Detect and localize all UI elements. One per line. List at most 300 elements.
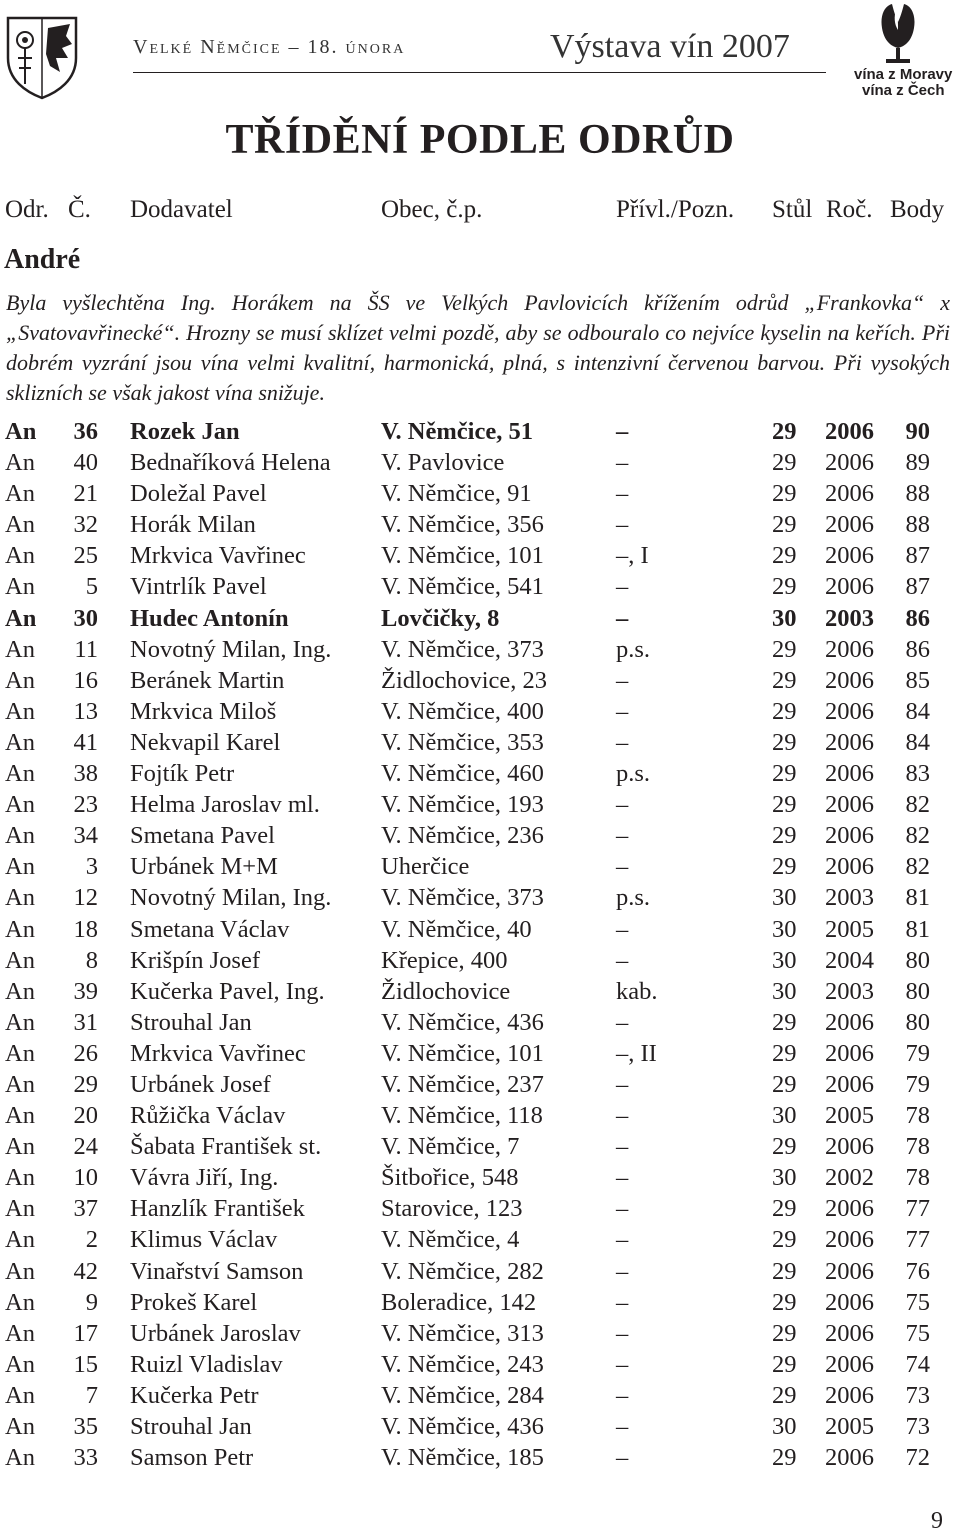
col-odr: Odr. — [5, 196, 49, 223]
cell-body: 73 — [905, 1381, 930, 1409]
table-row — [0, 542, 960, 573]
cell-dodavatel: Strouhal Jan — [130, 1413, 252, 1440]
cell-body: 80 — [905, 977, 930, 1005]
table-row — [0, 573, 960, 604]
cell-body: 86 — [905, 635, 930, 663]
cell-dodavatel: Kučerka Petr — [130, 1381, 259, 1409]
cell-number: 20 — [73, 1102, 98, 1130]
cell-obec: V. Němčice, 356 — [381, 511, 544, 539]
table-row — [0, 480, 960, 511]
table-row — [0, 947, 960, 978]
cell-odr: An — [5, 1070, 35, 1098]
cell-roc: 2006 — [825, 1133, 874, 1161]
cell-privl: – — [616, 1164, 629, 1192]
table-row — [0, 1071, 960, 1102]
table-row — [0, 1133, 960, 1164]
cell-odr: An — [5, 418, 37, 445]
cell-obec: V. Němčice, 353 — [381, 728, 544, 756]
cell-odr: An — [5, 542, 35, 570]
cell-body: 79 — [905, 1039, 930, 1067]
cell-privl: –, II — [616, 1039, 657, 1067]
cell-body: 78 — [905, 1164, 930, 1192]
cell-dodavatel: Urbánek M+M — [130, 853, 278, 881]
cell-privl: – — [616, 511, 629, 539]
cell-dodavatel: Klimus Václav — [130, 1226, 278, 1254]
cell-stul: 29 — [772, 853, 797, 881]
cell-roc: 2006 — [825, 1350, 874, 1378]
cell-stul: 29 — [772, 1008, 797, 1036]
cell-dodavatel: Doležal Pavel — [130, 480, 267, 508]
cell-odr: An — [5, 791, 35, 819]
cell-roc: 2006 — [825, 697, 874, 725]
cell-body: 84 — [905, 697, 930, 725]
cell-stul: 29 — [772, 573, 797, 601]
cell-odr: An — [5, 1102, 35, 1130]
cell-obec: V. Němčice, 51 — [381, 418, 533, 445]
cell-dodavatel: Nekvapil Karel — [130, 728, 281, 756]
cell-stul: 29 — [772, 697, 797, 725]
cell-body: 78 — [905, 1102, 930, 1130]
table-row — [0, 1102, 960, 1133]
cell-number: 40 — [73, 449, 98, 477]
cell-privl: – — [616, 1226, 629, 1254]
table-row — [0, 636, 960, 667]
table-row — [0, 418, 960, 449]
cell-roc: 2005 — [825, 915, 874, 943]
cell-number: 38 — [73, 760, 98, 788]
cell-roc: 2006 — [825, 418, 874, 445]
results-table — [0, 418, 960, 1475]
cell-dodavatel: Beránek Martin — [130, 666, 285, 694]
table-row — [0, 1226, 960, 1257]
cell-body: 74 — [905, 1350, 930, 1378]
cell-stul: 29 — [772, 760, 797, 788]
cell-privl: – — [616, 791, 629, 819]
cell-odr: An — [5, 1350, 35, 1378]
cell-odr: An — [5, 573, 35, 601]
cell-obec: V. Němčice, 185 — [381, 1444, 544, 1472]
cell-obec: V. Němčice, 7 — [381, 1133, 520, 1161]
cell-privl: – — [616, 1444, 629, 1472]
cell-dodavatel: Prokeš Karel — [130, 1288, 258, 1316]
cell-dodavatel: Vinařství Samson — [130, 1257, 304, 1285]
cell-privl: – — [616, 1257, 629, 1285]
column-header-row — [0, 196, 960, 230]
cell-obec: Uherčice — [381, 853, 470, 881]
cell-obec: V. Pavlovice — [381, 449, 505, 477]
cell-stul: 29 — [772, 449, 797, 477]
cell-roc: 2006 — [825, 511, 874, 539]
cell-obec: Židlochovice, 23 — [381, 666, 548, 694]
cell-privl: – — [616, 604, 629, 632]
cell-stul: 30 — [772, 977, 797, 1005]
cell-body: 81 — [905, 884, 930, 912]
cell-body: 85 — [905, 666, 930, 694]
cell-stul: 29 — [772, 822, 797, 850]
table-row — [0, 1289, 960, 1320]
cell-odr: An — [5, 1319, 35, 1347]
cell-stul: 29 — [772, 1133, 797, 1161]
cell-stul: 29 — [772, 542, 797, 570]
cell-obec: V. Němčice, 460 — [381, 760, 544, 788]
col-stul: Stůl — [772, 196, 813, 223]
cell-number: 30 — [73, 604, 98, 632]
cell-dodavatel: Urbánek Josef — [130, 1070, 271, 1098]
cell-roc: 2006 — [825, 1288, 874, 1316]
cell-privl: – — [616, 573, 629, 601]
cell-odr: An — [5, 1288, 35, 1316]
cell-privl: – — [616, 480, 629, 508]
cell-stul: 29 — [772, 1381, 797, 1409]
cell-roc: 2006 — [825, 480, 874, 508]
cell-obec: V. Němčice, 118 — [381, 1102, 543, 1130]
cell-body: 73 — [905, 1413, 930, 1440]
cell-number: 12 — [73, 884, 98, 912]
cell-privl: – — [616, 1102, 629, 1130]
cell-body: 88 — [905, 480, 930, 508]
cell-roc: 2006 — [825, 666, 874, 694]
cell-dodavatel: Kučerka Pavel, Ing. — [130, 977, 325, 1005]
cell-body: 82 — [905, 791, 930, 819]
cell-stul: 30 — [772, 1102, 797, 1130]
cell-number: 18 — [73, 915, 98, 943]
cell-body: 89 — [905, 449, 930, 477]
cell-roc: 2006 — [825, 1226, 874, 1254]
cell-number: 25 — [73, 542, 98, 570]
cell-obec: V. Němčice, 237 — [381, 1070, 544, 1098]
cell-odr: An — [5, 697, 35, 725]
table-row — [0, 1258, 960, 1289]
cell-body: 75 — [905, 1319, 930, 1347]
cell-body: 80 — [905, 946, 930, 974]
cell-body: 77 — [905, 1195, 930, 1223]
cell-dodavatel: Helma Jaroslav ml. — [130, 791, 320, 819]
cell-obec: V. Němčice, 4 — [381, 1226, 520, 1254]
table-row — [0, 791, 960, 822]
cell-privl: – — [616, 697, 629, 725]
cell-stul: 29 — [772, 666, 797, 694]
variety-description: Byla vyšlechtěna Ing. Horákem na ŠS ve Velkých Pavlovicích křížením odrůd „Frankovka“ x „Svatovavřinecké“. Hrozny se musí sklízet velmi pozdě, aby se odbouralo co nejvíce kyselin na keřích. Při dobrém vyzrání jsou vína velmi kvalitní, harmonická, plná, s intenzivní červenou barvou. Při vysokých sklizních se však jakost vína snižuje. — [6, 290, 950, 405]
cell-stul: 29 — [772, 1444, 797, 1472]
cell-body: 76 — [905, 1257, 930, 1285]
cell-number: 42 — [73, 1257, 98, 1285]
cell-odr: An — [5, 1226, 35, 1254]
cell-privl: – — [616, 1319, 629, 1347]
cell-number: 35 — [73, 1413, 98, 1440]
cell-body: 86 — [905, 604, 930, 632]
cell-odr: An — [5, 977, 35, 1005]
cell-roc: 2006 — [825, 1008, 874, 1036]
cell-body: 90 — [905, 418, 930, 445]
cell-obec: V. Němčice, 91 — [381, 480, 532, 508]
cell-odr: An — [5, 1164, 35, 1192]
cell-odr: An — [5, 1133, 35, 1161]
cell-body: 81 — [905, 915, 930, 943]
cell-obec: V. Němčice, 373 — [381, 635, 544, 663]
logo-text-bohemia: vína z Čech — [862, 82, 945, 99]
cell-number: 33 — [73, 1444, 98, 1472]
cell-stul: 30 — [772, 884, 797, 912]
page-title: TŘÍDĚNÍ PODLE ODRŮD — [225, 117, 735, 163]
cell-roc: 2006 — [825, 1319, 874, 1347]
header-divider — [133, 72, 826, 73]
cell-privl: – — [616, 1381, 629, 1409]
cell-number: 29 — [73, 1070, 98, 1098]
col-privl: Přívl./Pozn. — [616, 196, 735, 223]
cell-dodavatel: Smetana Pavel — [130, 822, 275, 850]
cell-stul: 29 — [772, 1039, 797, 1067]
cell-obec: V. Němčice, 373 — [381, 884, 544, 912]
cell-odr: An — [5, 946, 35, 974]
cell-body: 77 — [905, 1226, 930, 1254]
cell-stul: 30 — [772, 604, 797, 632]
cell-roc: 2006 — [825, 1070, 874, 1098]
cell-stul: 30 — [772, 946, 797, 974]
cell-dodavatel: Urbánek Jaroslav — [130, 1319, 301, 1347]
cell-dodavatel: Krišpín Josef — [130, 946, 260, 974]
table-row — [0, 1320, 960, 1351]
cell-obec: V. Němčice, 284 — [381, 1381, 544, 1409]
cell-privl: – — [616, 1008, 629, 1036]
cell-dodavatel: Novotný Milan, Ing. — [130, 635, 332, 663]
cell-roc: 2006 — [825, 449, 874, 477]
table-row — [0, 760, 960, 791]
cell-stul: 29 — [772, 635, 797, 663]
cell-privl: – — [616, 1288, 629, 1316]
cell-roc: 2006 — [825, 822, 874, 850]
table-row — [0, 1351, 960, 1382]
cell-privl: kab. — [616, 977, 658, 1005]
logo-text-moravia: vína z Moravy — [854, 66, 953, 83]
table-row — [0, 449, 960, 480]
page-number: 9 — [931, 1508, 943, 1534]
cell-number: 11 — [74, 635, 98, 663]
cell-privl: – — [616, 1070, 629, 1098]
cell-roc: 2004 — [825, 946, 874, 974]
cell-stul: 29 — [772, 728, 797, 756]
table-row — [0, 511, 960, 542]
cell-number: 3 — [85, 853, 98, 881]
cell-number: 13 — [73, 697, 98, 725]
col-c: Č. — [68, 196, 91, 223]
cell-dodavatel: Mrkvica Vavřinec — [130, 542, 306, 570]
cell-dodavatel: Samson Petr — [130, 1444, 254, 1472]
cell-roc: 2006 — [825, 791, 874, 819]
cell-dodavatel: Bednaříková Helena — [130, 449, 331, 477]
cell-stul: 29 — [772, 1288, 797, 1316]
cell-stul: 29 — [772, 1070, 797, 1098]
cell-privl: – — [616, 418, 629, 445]
cell-dodavatel: Rozek Jan — [130, 418, 240, 445]
cell-odr: An — [5, 604, 37, 632]
cell-odr: An — [5, 449, 35, 477]
table-row — [0, 1413, 960, 1444]
wine-logo — [836, 0, 960, 104]
table-row — [0, 729, 960, 760]
cell-privl: – — [616, 915, 629, 943]
cell-number: 16 — [73, 666, 98, 694]
cell-odr: An — [5, 1381, 35, 1409]
cell-privl: – — [616, 1350, 629, 1378]
cell-privl: – — [616, 728, 629, 756]
table-row — [0, 1382, 960, 1413]
cell-obec: Boleradice, 142 — [381, 1288, 537, 1316]
cell-dodavatel: Horák Milan — [130, 511, 256, 539]
cell-odr: An — [5, 728, 35, 756]
cell-privl: – — [616, 666, 629, 694]
cell-odr: An — [5, 480, 35, 508]
cell-roc: 2006 — [825, 1195, 874, 1223]
cell-body: 75 — [905, 1288, 930, 1316]
cell-number: 34 — [73, 822, 98, 850]
cell-number: 10 — [73, 1164, 98, 1192]
cell-roc: 2003 — [825, 977, 874, 1005]
cell-number: 23 — [73, 791, 98, 819]
cell-obec: V. Němčice, 101 — [381, 1039, 544, 1067]
cell-roc: 2002 — [825, 1164, 874, 1192]
cell-obec: Šitbořice, 548 — [381, 1164, 519, 1192]
cell-number: 37 — [73, 1195, 98, 1223]
cell-roc: 2006 — [825, 760, 874, 788]
cell-number: 41 — [73, 728, 98, 756]
cell-privl: –, I — [616, 542, 649, 570]
cell-body: 82 — [905, 822, 930, 850]
cell-stul: 29 — [772, 480, 797, 508]
cell-dodavatel: Šabata František st. — [130, 1133, 322, 1161]
cell-roc: 2006 — [825, 1381, 874, 1409]
cell-odr: An — [5, 1039, 35, 1067]
cell-stul: 30 — [772, 915, 797, 943]
table-row — [0, 1164, 960, 1195]
cell-stul: 29 — [772, 1319, 797, 1347]
cell-body: 87 — [905, 542, 930, 570]
cell-number: 8 — [85, 946, 98, 974]
cell-privl: p.s. — [616, 884, 651, 912]
wine-glass-icon — [836, 0, 960, 70]
cell-number: 31 — [73, 1008, 98, 1036]
cell-dodavatel: Vintrlík Pavel — [130, 573, 267, 601]
cell-odr: An — [5, 1444, 35, 1472]
cell-number: 39 — [73, 977, 98, 1005]
cell-stul: 29 — [772, 1195, 797, 1223]
cell-dodavatel: Vávra Jiří, Ing. — [130, 1164, 279, 1192]
cell-body: 82 — [905, 853, 930, 881]
col-roc: Roč. — [826, 196, 873, 223]
cell-body: 88 — [905, 511, 930, 539]
cell-privl: p.s. — [616, 760, 651, 788]
cell-number: 24 — [73, 1133, 98, 1161]
table-row — [0, 1444, 960, 1475]
cell-number: 36 — [73, 418, 98, 445]
cell-roc: 2006 — [825, 853, 874, 881]
cell-privl: – — [616, 1195, 629, 1223]
cell-roc: 2006 — [825, 728, 874, 756]
cell-stul: 29 — [772, 418, 797, 445]
col-obec: Obec, č.p. — [381, 196, 483, 223]
cell-body: 83 — [905, 760, 930, 788]
cell-stul: 29 — [772, 1257, 797, 1285]
cell-number: 26 — [73, 1039, 98, 1067]
cell-roc: 2005 — [825, 1102, 874, 1130]
cell-roc: 2006 — [825, 1444, 874, 1472]
cell-number: 5 — [85, 573, 98, 601]
cell-obec: Židlochovice — [381, 977, 511, 1005]
cell-stul: 29 — [772, 791, 797, 819]
cell-dodavatel: Fojtík Petr — [130, 760, 235, 788]
cell-stul: 30 — [772, 1413, 797, 1440]
table-row — [0, 1009, 960, 1040]
cell-number: 15 — [73, 1350, 98, 1378]
cell-number: 2 — [85, 1226, 98, 1254]
cell-dodavatel: Mrkvica Miloš — [130, 697, 277, 725]
cell-dodavatel: Novotný Milan, Ing. — [130, 884, 332, 912]
table-row — [0, 1195, 960, 1226]
cell-body: 78 — [905, 1133, 930, 1161]
cell-body: 72 — [905, 1444, 930, 1472]
cell-roc: 2006 — [825, 635, 874, 663]
cell-roc: 2006 — [825, 1257, 874, 1285]
cell-obec: V. Němčice, 236 — [381, 822, 544, 850]
cell-roc: 2005 — [825, 1413, 874, 1440]
cell-privl: – — [616, 1133, 629, 1161]
cell-odr: An — [5, 822, 35, 850]
cell-obec: Křepice, 400 — [381, 946, 508, 974]
cell-obec: V. Němčice, 101 — [381, 542, 544, 570]
cell-odr: An — [5, 915, 35, 943]
cell-obec: V. Němčice, 436 — [381, 1413, 544, 1440]
cell-roc: 2006 — [825, 1039, 874, 1067]
cell-obec: V. Němčice, 243 — [381, 1350, 544, 1378]
table-row — [0, 853, 960, 884]
table-row — [0, 978, 960, 1009]
cell-dodavatel: Ruizl Vladislav — [130, 1350, 283, 1378]
cell-odr: An — [5, 760, 35, 788]
cell-odr: An — [5, 1413, 35, 1440]
header-event-label: Velké Němčice – 18. února — [133, 36, 406, 58]
cell-body: 80 — [905, 1008, 930, 1036]
cell-roc: 2003 — [825, 604, 874, 632]
cell-odr: An — [5, 1257, 35, 1285]
table-row — [0, 605, 960, 636]
variety-name: André — [4, 244, 81, 275]
cell-dodavatel: Smetana Václav — [130, 915, 290, 943]
cell-stul: 29 — [772, 511, 797, 539]
town-crest-icon — [4, 14, 80, 100]
table-row — [0, 822, 960, 853]
cell-stul: 29 — [772, 1350, 797, 1378]
cell-roc: 2006 — [825, 542, 874, 570]
cell-odr: An — [5, 511, 35, 539]
cell-obec: V. Němčice, 313 — [381, 1319, 544, 1347]
cell-number: 9 — [85, 1288, 98, 1316]
cell-obec: Starovice, 123 — [381, 1195, 523, 1223]
cell-body: 79 — [905, 1070, 930, 1098]
cell-stul: 29 — [772, 1226, 797, 1254]
cell-odr: An — [5, 666, 35, 694]
cell-obec: Lovčičky, 8 — [381, 604, 500, 632]
cell-body: 84 — [905, 728, 930, 756]
table-row — [0, 698, 960, 729]
cell-privl: – — [616, 946, 629, 974]
cell-number: 17 — [73, 1319, 98, 1347]
cell-odr: An — [5, 884, 35, 912]
cell-obec: V. Němčice, 282 — [381, 1257, 544, 1285]
col-body: Body — [890, 196, 945, 223]
cell-roc: 2006 — [825, 573, 874, 601]
cell-privl: – — [616, 449, 629, 477]
cell-dodavatel: Strouhal Jan — [130, 1008, 252, 1036]
cell-number: 21 — [73, 480, 98, 508]
